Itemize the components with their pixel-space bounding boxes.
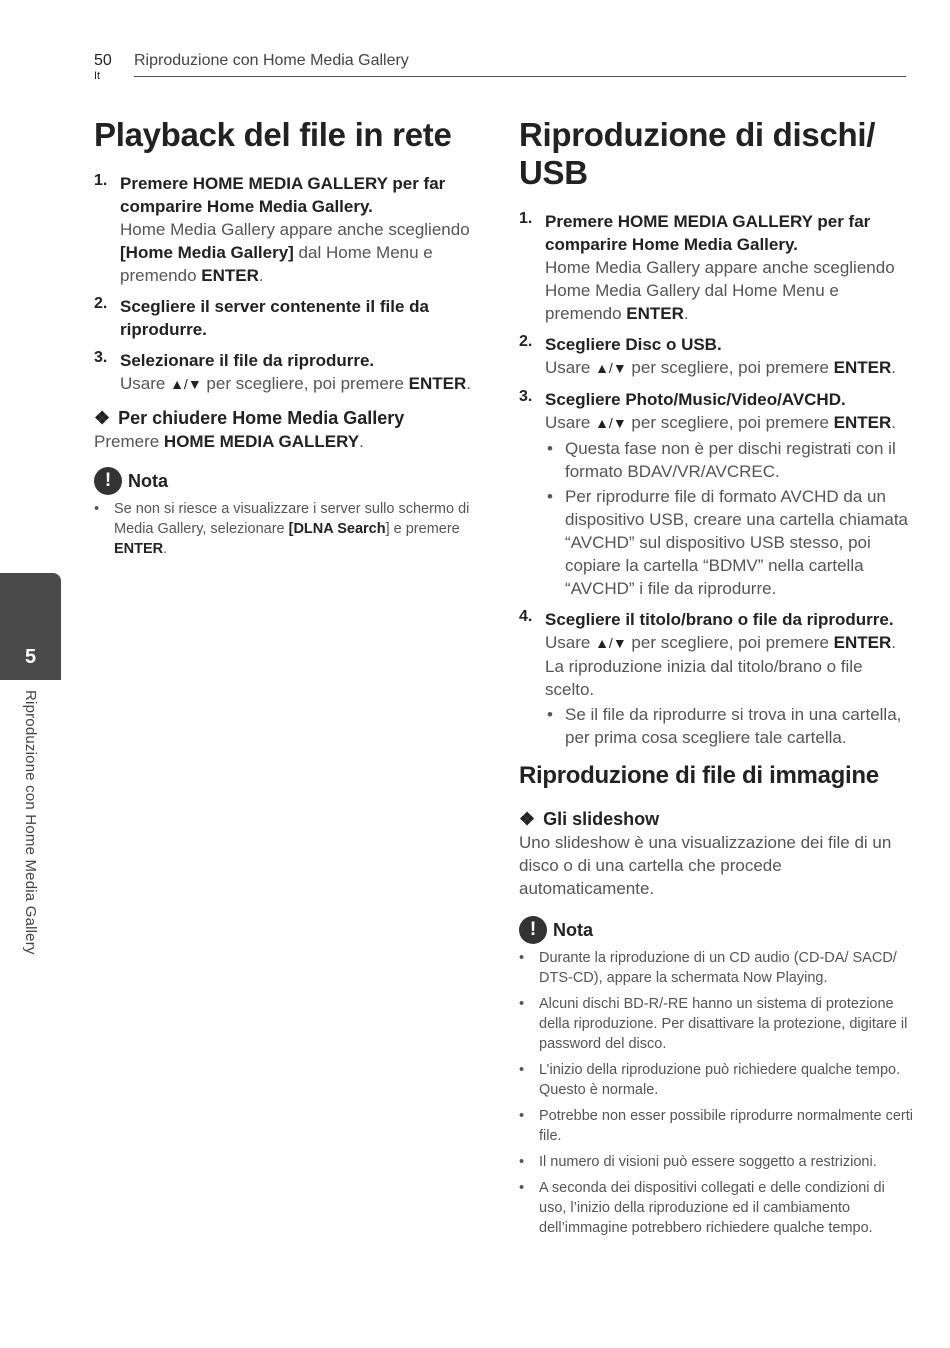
step-number: 2. xyxy=(94,295,108,312)
step-title: Scegliere Disc o USB. xyxy=(545,335,722,354)
note-item: • Durante la riproduzione di un CD audio (CD-DA/ SACD/ DTS-CD), appare la schermata Now Playing. xyxy=(519,950,897,986)
step xyxy=(519,608,914,749)
step xyxy=(94,295,486,341)
steps-list xyxy=(94,172,486,396)
step-title: Scegliere il server contenente il file da riprodurre. xyxy=(120,297,429,339)
chapter-label: Riproduzione con Home Media Gallery xyxy=(22,690,39,955)
step-body: Home Media Gallery appare anche scegliendo [Home Media Gallery] dal Home Menu e premendo ENTER. xyxy=(120,220,470,285)
step xyxy=(519,333,914,380)
bullet-item: • Se il file da riprodurre si trova in una cartella, per prima cosa scegliere tale cartella. xyxy=(547,705,902,747)
note-heading: ! Nota xyxy=(94,467,486,495)
exclamation-icon: ! xyxy=(94,467,122,495)
note-item: • A seconda dei dispositivi collegati e delle condizioni di uso, l’inizio della riproduzione ed il cambiamento dell’immagine potrebbero richiedere qualche tempo. xyxy=(519,1180,885,1236)
image-section-title: Riproduzione di file di immagine xyxy=(519,762,879,789)
step-number: 3. xyxy=(94,349,108,366)
step-title: Scegliere il titolo/brano o file da riprodurre. xyxy=(545,610,894,629)
header-rule xyxy=(134,76,906,77)
note-item: • Il numero di visioni può essere soggetto a restrizioni. xyxy=(519,1154,877,1170)
step-title: Premere HOME MEDIA GALLERY per far comparire Home Media Gallery. xyxy=(120,174,446,216)
language-code: It xyxy=(94,70,101,82)
step xyxy=(94,349,486,396)
step-title: Selezionare il file da riprodurre. xyxy=(120,351,375,370)
up-down-arrow-icon: ▲/▼ xyxy=(595,415,627,431)
step-number: 1. xyxy=(94,172,108,189)
right-column xyxy=(519,116,914,1244)
step xyxy=(519,388,914,600)
close-heading: ❖ Per chiudere Home Media Gallery xyxy=(94,408,405,428)
step-number: 1. xyxy=(519,210,533,227)
section-title: Riproduzione di dischi/ USB xyxy=(519,116,876,191)
close-body: Premere HOME MEDIA GALLERY. xyxy=(94,432,364,451)
running-head: Riproduzione con Home Media Gallery xyxy=(134,52,409,69)
section-title: Playback del file in rete xyxy=(94,116,452,153)
bullet-item: • Per riprodurre file di formato AVCHD da un dispositivo USB, creare una cartella chiamata “AVCHD” sul dispositivo USB stesso, poi copiare la cartella “BDMV” nella cartella “AVCHD” i file da riprodurre. xyxy=(547,487,908,598)
chapter-number: 5 xyxy=(24,646,37,668)
step-body: Usare ▲/▼ per scegliere, poi premere ENTER. xyxy=(120,374,471,393)
step-title: Premere HOME MEDIA GALLERY per far comparire Home Media Gallery. xyxy=(545,212,871,254)
note-item: • Alcuni dischi BD-R/-RE hanno un sistema di protezione della riproduzione. Per disattivare la protezione, digitare il password del disco. xyxy=(519,996,908,1052)
note-heading: ! Nota xyxy=(519,916,914,944)
up-down-arrow-icon: ▲/▼ xyxy=(170,376,202,392)
step-bullets xyxy=(545,437,914,600)
slideshow-body: Uno slideshow è una visualizzazione dei file di un disco o di una cartella che procede automaticamente. xyxy=(519,833,892,898)
step-body: Usare ▲/▼ per scegliere, poi premere ENTER. xyxy=(545,413,896,432)
step-body: Usare ▲/▼ per scegliere, poi premere ENTER. xyxy=(545,633,896,652)
step-bullets xyxy=(545,703,914,749)
step-number: 2. xyxy=(519,333,533,350)
note-list xyxy=(519,948,914,1238)
step-body: Home Media Gallery appare anche scegliendo Home Media Gallery dal Home Menu e premendo ENTER. xyxy=(545,258,895,323)
page-number: 50 xyxy=(94,52,112,69)
step-number: 4. xyxy=(519,608,533,625)
exclamation-icon: ! xyxy=(519,916,547,944)
step-body: Usare ▲/▼ per scegliere, poi premere ENTER. xyxy=(545,358,896,377)
slideshow-heading: ❖ Gli slideshow xyxy=(519,809,660,829)
note-item: • L’inizio della riproduzione può richiedere qualche tempo. Questo è normale. xyxy=(519,1062,901,1098)
note-list xyxy=(94,499,486,559)
note-item: • Se non si riesce a visualizzare i server sullo schermo di Media Gallery, selezionare [DLNA Search] e premere ENTER. xyxy=(94,501,470,557)
chapter-tab-line xyxy=(0,678,61,680)
left-column xyxy=(94,116,486,565)
steps-list xyxy=(519,210,914,749)
note-item: • Potrebbe non esser possibile riprodurre normalmente certi file. xyxy=(519,1108,913,1144)
step-body-2: La riproduzione inizia dal titolo/brano o file scelto. xyxy=(545,657,863,699)
diamond-icon: ❖ xyxy=(94,408,111,428)
bullet-item: • Questa fase non è per dischi registrati con il formato BDAV/VR/AVCREC. xyxy=(547,439,896,481)
diamond-icon: ❖ xyxy=(519,809,536,829)
up-down-arrow-icon: ▲/▼ xyxy=(595,635,627,651)
step-number: 3. xyxy=(519,388,533,405)
step-title: Scegliere Photo/Music/Video/AVCHD. xyxy=(545,390,846,409)
step xyxy=(94,172,486,287)
up-down-arrow-icon: ▲/▼ xyxy=(595,360,627,376)
step xyxy=(519,210,914,325)
